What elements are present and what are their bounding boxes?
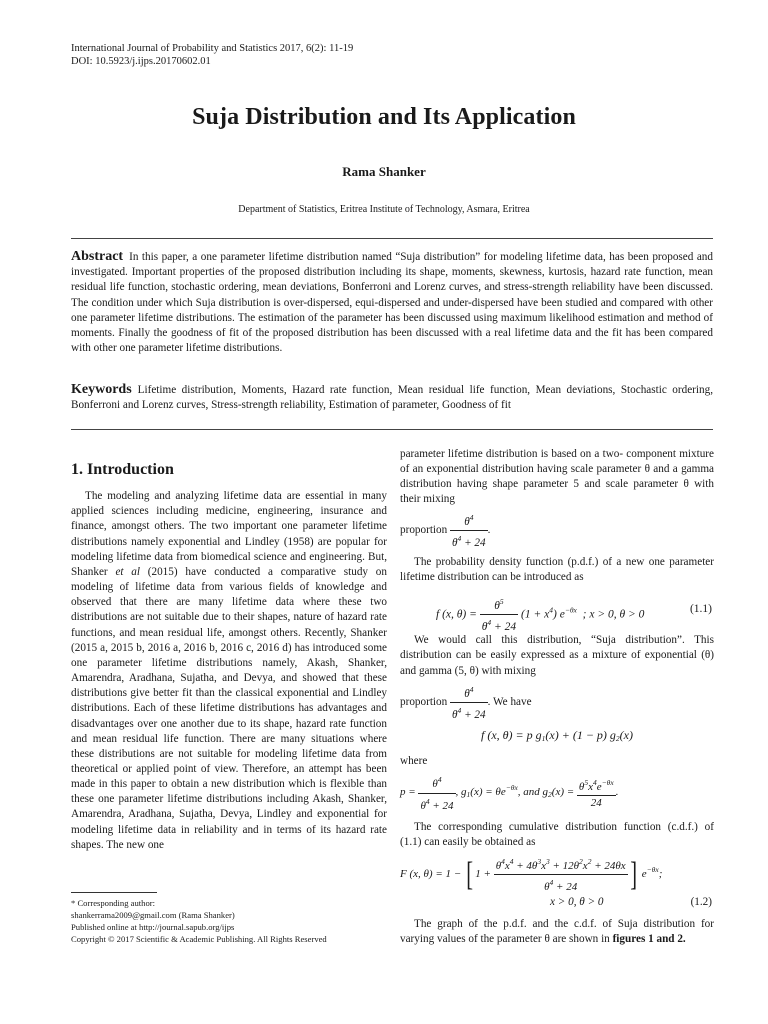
intro-paragraph — [71, 489, 387, 853]
equation-1-2-domain: x > 0, θ > 0 (1.2) — [400, 895, 714, 911]
proportion-label-2: proportion — [400, 695, 448, 708]
footnote-email: shankerrama2009@gmail.com (Rama Shanker) — [71, 910, 235, 920]
right-paragraph-3: We would call this distribution, “Suja distribution”. This distribution can be easily expressed as a mixture of exponential (θ) and gamma (5, θ) with mixing — [400, 634, 714, 677]
fraction-mixing-proportion-2: $\frac{\theta^4}{\theta^4 + 24}$ — [450, 682, 488, 723]
left-column — [71, 462, 387, 853]
proportion-we-have-line — [400, 682, 714, 723]
divider-bottom — [71, 429, 713, 430]
footnote-corresponding: * Corresponding author: — [71, 898, 156, 908]
section-heading-introduction: 1. Introduction — [71, 461, 174, 478]
equation-1-1-number: (1.1) — [689, 603, 712, 616]
abstract-label: Abstract — [71, 249, 124, 264]
footnote — [71, 897, 387, 945]
paper-title: Suja Distribution and Its Application — [192, 104, 576, 130]
abstract-text: In this paper, a one parameter lifetime distribution named “Suja distribution” for modeling lifetime data, has been proposed and investigated. Important properties of the proposed distribution including its shape, moments, skewness, kurtosis, hazard rate function, mean residual life function, stochastic ordering, mean deviations, Bonferroni and Lorenz curves, and stress-strength reliability have been discussed. The condition under which Suja distribution is over-dispersed, equi-dispersed and under-dispersed have been studied and compared with other one parameter lifetime distributions. The estimation of the parameter has been discussed using maximum likelihood estimation and method of moments. Finally the goodness of fit of the proposed distribution has been discussed with a real lifetime data and the fit has been compared with other one parameter lifetime distributions. — [71, 251, 713, 355]
abstract — [71, 249, 713, 356]
equation-1-2-number: (1.2) — [690, 896, 712, 909]
divider-top — [71, 238, 713, 239]
mixing-proportion-line: proportion $\frac{\theta^4}{\theta^4 + 24}$ . — [400, 510, 714, 551]
author-name: Rama Shanker — [342, 164, 426, 179]
journal-citation: International Journal of Probability and Statistics 2017, 6(2): 11-19 — [71, 43, 354, 54]
intro-text-b: (2015) have conducted a comparative study on modeling of lifetime data from various fields of knowledge and observed that there are many lifetime data where these two distributions are not suitable due to their shapes, nature of hazard rate functions, and mean residual life, amongst others. Recently, Shanker (2015 a, 2015 b, 2016 a, 2016 b, 2016 c, 2016 d) has introduced some one parameter lifetime distributions namely, Akash, Shanker, Amarendra, Aradhana, Sujatha, and Devya, and showed that these distributions give better fit than the classical exponential and Lindley distributions. Each of these lifetime distributions has advantages and disadvantages over one another due to its shape, hazard rate function and mean residual life function. There are many situations where these distributions are not suitable for modeling lifetime data from theoretical or applied point of view. Therefore, an attempt has been made in this paper to obtain a new distribution which is flexible than these one parameter lifetime distributions including Akash, Shanker, Amarendra, Aradhana, Sujatha, Devya, Lindley and exponential for modeling lifetime data in reliability and in terms of its hazard rate shapes. The new one — [71, 565, 387, 851]
where-label: where — [400, 755, 428, 768]
intro-et-al: et al — [115, 565, 140, 578]
keywords-text: Lifetime distribution, Moments, Hazard rate function, Mean residual life function, Mean deviations, Stochastic ordering, Bonferroni and Lorenz curves, Stress-strength reliability, Estimation of parameter, Goodness of fit — [71, 384, 713, 412]
equation-1-2: F (x, θ) = 1 − [ 1 + $\frac{\theta^4x^4 + 4\theta^3x^3 + 12\theta^2x^2 + 24\theta x}{\theta^4 + 24}$ ] $e^{-\theta x}$; — [400, 855, 663, 894]
intro-text-a: The modeling and analyzing lifetime data are essential in many applied sciences including medicine, engineering, insurance and finance, amongst others. The two important one parameter lifetime distributions namely exponential and Lindley (1958) are popular for modeling lifetime data from biomedical science and engineering. But, Shanker — [71, 490, 387, 578]
right-paragraph-4: The corresponding cumulative distribution function (c.d.f.) of (1.1) can easily be obtained as — [400, 820, 714, 848]
author-affiliation: Department of Statistics, Eritrea Institute of Technology, Asmara, Eritrea — [238, 204, 530, 215]
right-paragraph-2: The probability density function (p.d.f.) of a new one parameter lifetime distribution can be introduced as — [400, 555, 714, 584]
doi: DOI: 10.5923/j.ijps.20170602.01 — [71, 56, 211, 67]
figures-text: The graph of the p.d.f. and the c.d.f. of Suja distribution for varying values of the parameter θ are shown in — [400, 918, 714, 946]
we-have-text: . We have — [487, 695, 532, 708]
equation-1-1: f (x, θ) = $\frac{\theta^5}{\theta^4 + 24}$ $(1 + x^4)$ $e^{-\theta x}$ ; x > 0, θ > 0 (1.1) — [400, 588, 714, 630]
right-paragraph-1: parameter lifetime distribution is based on a two- component mixture of an exponential distribution having scale parameter θ and a gamma distribution having shape parameter 5 and scale parameter θ with their mixing — [400, 448, 714, 506]
keywords — [71, 382, 713, 413]
footnote-copyright: Copyright © 2017 Scientific & Academic Publishing. All Rights Reserved — [71, 934, 327, 944]
proportion-label: proportion — [400, 523, 448, 536]
fraction-mixing-proportion: $\frac{\theta^4}{\theta^4 + 24}$ — [450, 510, 488, 551]
keywords-label: Keywords — [71, 382, 132, 397]
equation-components: p = $\frac{\theta^4}{\theta^4 + 24}$ , $g_1(x) = \theta e^{-\theta x}$, and $g_2(x)$ = $\frac{\theta^5x^4e^{-\theta x}}{24}$ . — [400, 772, 714, 813]
equation-mixture: f (x, θ) = p $g_1(x) + (1 - p)$ $g_2(x)$ — [481, 728, 633, 744]
footnote-divider — [71, 892, 157, 893]
figures-reference: figures 1 and 2. — [612, 933, 686, 946]
right-column — [400, 447, 714, 948]
right-paragraph-5 — [400, 917, 714, 947]
footnote-published: Published online at http://journal.sapub.org/ijps — [71, 922, 235, 932]
